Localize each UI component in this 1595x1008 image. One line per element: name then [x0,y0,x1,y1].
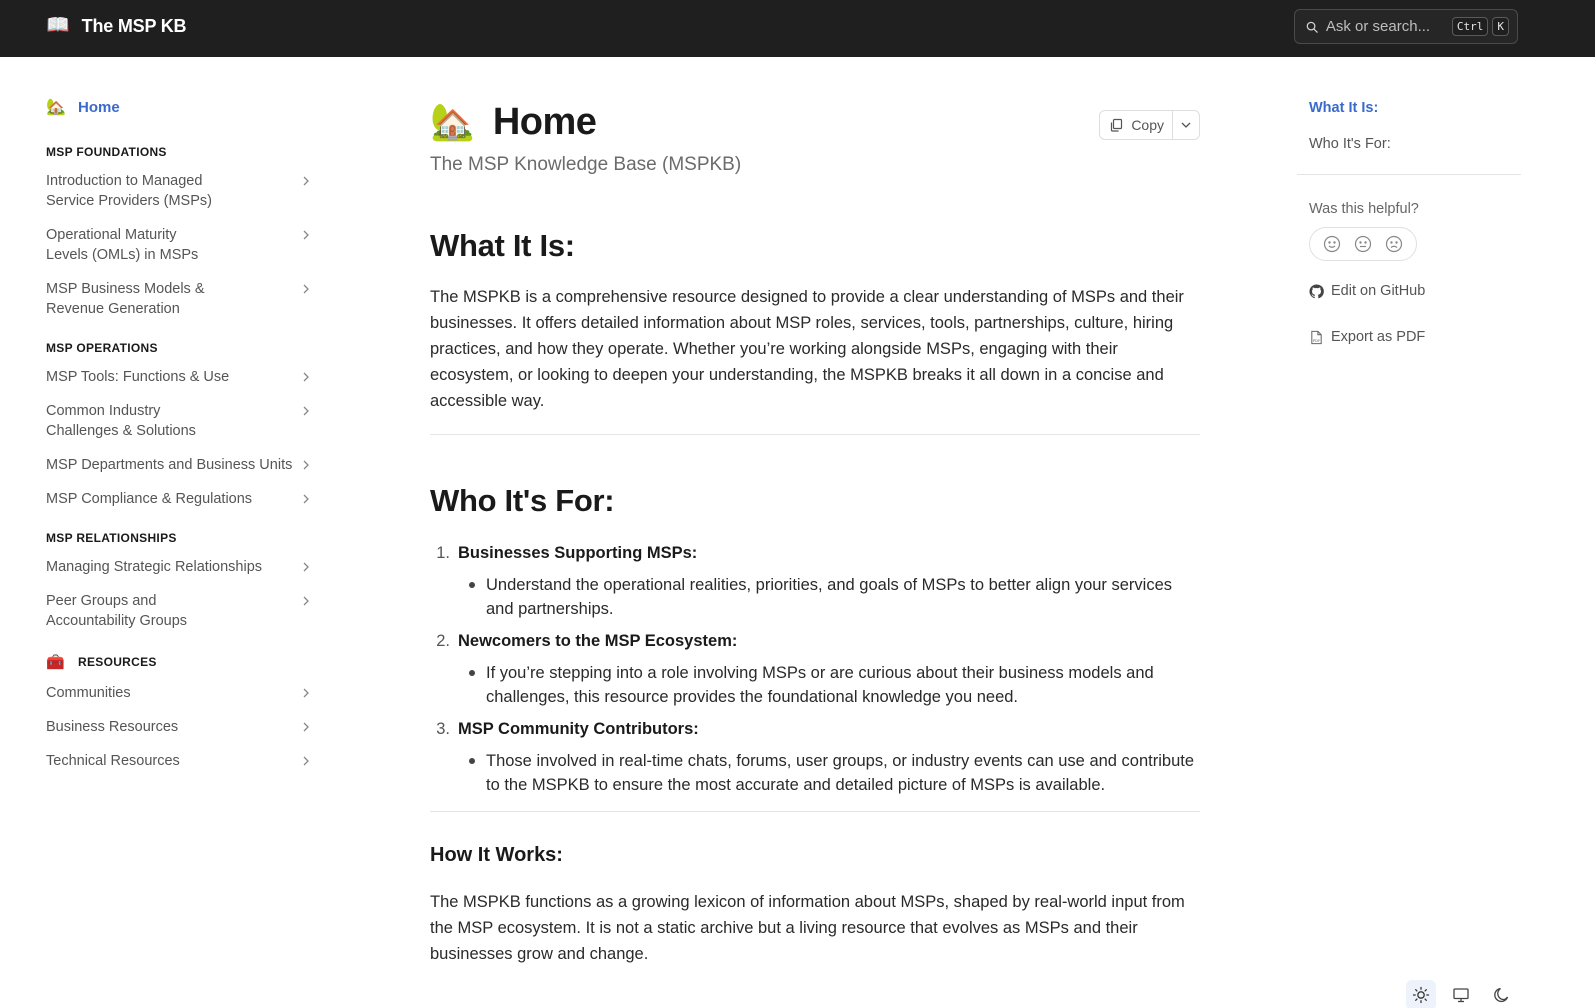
github-icon [1309,284,1324,299]
theme-switcher [1406,980,1516,1008]
heading-what-it-is: What It Is: [430,228,575,263]
sidebar-item-intro-msps[interactable] [46,171,312,211]
toolbox-icon: 🧰 [46,654,65,671]
toc-item-who-its-for[interactable]: Who It's For: [1309,136,1391,152]
chevron-right-icon [300,687,312,699]
sidebar-item-communities[interactable] [46,683,312,703]
sidebar-item-business-models[interactable] [46,279,312,319]
sidebar-item-label: Peer Groups and Accountability Groups [46,593,188,629]
chevron-right-icon [300,229,312,241]
sidebar-item-label: Managing Strategic Relationships [46,559,263,575]
search-box[interactable] [1294,9,1518,44]
sidebar-nav [46,95,312,793]
sidebar-item-label: MSP Business Models & Revenue Generation [46,281,205,317]
sidebar-item-label: Introduction to Managed Service Providers (MSPs) [46,173,212,209]
light-theme-button[interactable] [1406,980,1436,1008]
feedback-label: Was this helpful? [1309,201,1419,217]
sidebar-item-compliance[interactable] [46,489,312,509]
section-divider [430,811,1200,812]
site-title: The MSP KB [81,15,187,36]
copy-options-dropdown[interactable] [1173,111,1199,139]
sidebar-section-foundations [46,145,312,319]
list-item-title: Businesses Supporting MSPs: [458,544,698,562]
export-pdf-label: Export as PDF [1331,329,1426,345]
chevron-right-icon [300,459,312,471]
house-icon: 🏡 [430,101,475,142]
feedback-buttons [1309,227,1417,261]
search-input[interactable] [1326,18,1448,35]
chevron-down-icon [1180,119,1192,131]
list-number: 2. [436,632,450,650]
page-title: Home [492,100,597,143]
page-subtitle: The MSP Knowledge Base (MSPKB) [430,154,742,175]
search-icon [1305,18,1319,36]
list-item-description: Those involved in real-time chats, forums, user groups, or industry events can use and contribute to the MSPKB to ensure the most accurate and detailed picture of MSPs is available. [486,752,1195,794]
chevron-right-icon [300,371,312,383]
copy-button[interactable] [1100,111,1173,139]
shortcut-k-key: K [1492,17,1509,36]
sidebar-item-business-resources[interactable] [46,717,312,737]
sidebar-item-label: Common Industry Challenges & Solutions [46,403,196,439]
list-item [430,541,1200,621]
sidebar-section-relationships [46,531,312,631]
table-of-contents [1297,100,1521,345]
list-number: 3. [436,720,450,738]
bullet-icon [458,749,486,797]
export-pdf-link[interactable] [1297,329,1521,345]
section-divider [430,434,1200,435]
sidebar-section-label: RESOURCES [78,655,157,669]
list-item-description: If you’re stepping into a role involving MSPs or are curious about their business models and challenges, this resource provides the foundational knowledge you need. [486,664,1154,706]
book-logo-icon: 📖 [46,15,70,36]
chevron-right-icon [300,405,312,417]
list-item-description: Understand the operational realities, priorities, and goals of MSPs to better align your services and partnerships. [486,576,1173,618]
sidebar-section-title: MSP RELATIONSHIPS [46,531,177,545]
toc-divider [1297,174,1521,175]
chevron-right-icon [300,755,312,767]
happy-face-icon[interactable] [1323,235,1341,253]
sidebar-section-title [46,653,312,671]
sidebar-item-technical-resources[interactable] [46,751,312,771]
copy-button-group [1099,110,1200,140]
sun-icon [1412,986,1430,1004]
copy-label: Copy [1131,117,1164,133]
page-header [430,100,1200,144]
dark-theme-button[interactable] [1486,980,1516,1008]
sidebar-section-title: MSP FOUNDATIONS [46,145,167,159]
edit-on-github-label: Edit on GitHub [1331,283,1426,299]
toc-item-what-it-is[interactable]: What It Is: [1309,100,1379,116]
list-item [430,629,1200,709]
moon-icon [1492,986,1510,1004]
list-number: 1. [436,544,450,562]
paragraph-how-it-works: The MSPKB functions as a growing lexicon of information about MSPs, shaped by real-world input from the MSP ecosystem. It is not a static archive but a living resource that evolves as MSPs and their businesses grow and change. [430,893,1185,963]
bullet-icon [458,573,486,621]
chevron-right-icon [300,561,312,573]
sidebar-item-strategic-relationships[interactable] [46,557,312,577]
sidebar-item-label: Business Resources [46,719,179,735]
sidebar-item-label: MSP Departments and Business Units [46,457,293,473]
sidebar-item-label: MSP Compliance & Regulations [46,491,253,507]
sidebar-item-peer-groups[interactable] [46,591,312,631]
paragraph-what-it-is: The MSPKB is a comprehensive resource designed to provide a clear understanding of MSPs and their businesses. It offers detailed information about MSP roles, services, tools, partnerships, culture, hiring practices, and how they operate. Whether you’re working alongside MSPs, engaging with their ecosystem, or looking to deepen your understanding, the MSPKB breaks it all down in a concise and accessible way. [430,288,1184,410]
neutral-face-icon[interactable] [1354,235,1372,253]
chevron-right-icon [300,721,312,733]
sidebar-item-label: Technical Resources [46,753,180,769]
sidebar-section-title: MSP OPERATIONS [46,341,158,355]
main-content [430,100,1200,967]
chevron-right-icon [300,283,312,295]
sidebar-section-operations [46,341,312,509]
sad-face-icon[interactable] [1385,235,1403,253]
list-item-title: MSP Community Contributors: [458,720,699,738]
pdf-file-icon [1309,330,1324,345]
list-item [430,717,1200,797]
system-theme-button[interactable] [1446,980,1476,1008]
heading-who-its-for: Who It's For: [430,483,615,518]
sidebar-item-label: Operational Maturity Levels (OMLs) in MSPs [46,227,199,263]
audience-list [430,541,1200,797]
sidebar-item-label: Communities [46,685,131,701]
sidebar-item-challenges[interactable] [46,401,312,441]
sidebar-item-tools[interactable] [46,367,312,387]
house-icon: 🏡 [46,99,66,116]
chevron-right-icon [300,493,312,505]
brand-link[interactable] [46,14,186,38]
sidebar-item-departments[interactable] [46,455,312,475]
sidebar-item-home[interactable] [46,95,312,119]
copy-icon [1109,118,1123,132]
sidebar-section-resources [46,653,312,771]
sidebar-item-label: Home [78,98,120,116]
chevron-right-icon [300,175,312,187]
sidebar-item-operational-maturity[interactable] [46,225,312,265]
edit-on-github-link[interactable] [1297,283,1521,299]
heading-how-it-works: How It Works: [430,844,563,866]
sidebar-item-label: MSP Tools: Functions & Use [46,369,230,385]
svg-text:PDF: PDF [1312,338,1321,343]
shortcut-ctrl-key: Ctrl [1452,17,1489,36]
monitor-icon [1452,986,1470,1004]
bullet-icon [458,661,486,709]
top-bar [0,0,1595,57]
list-item-title: Newcomers to the MSP Ecosystem: [458,632,738,650]
chevron-right-icon [300,595,312,607]
